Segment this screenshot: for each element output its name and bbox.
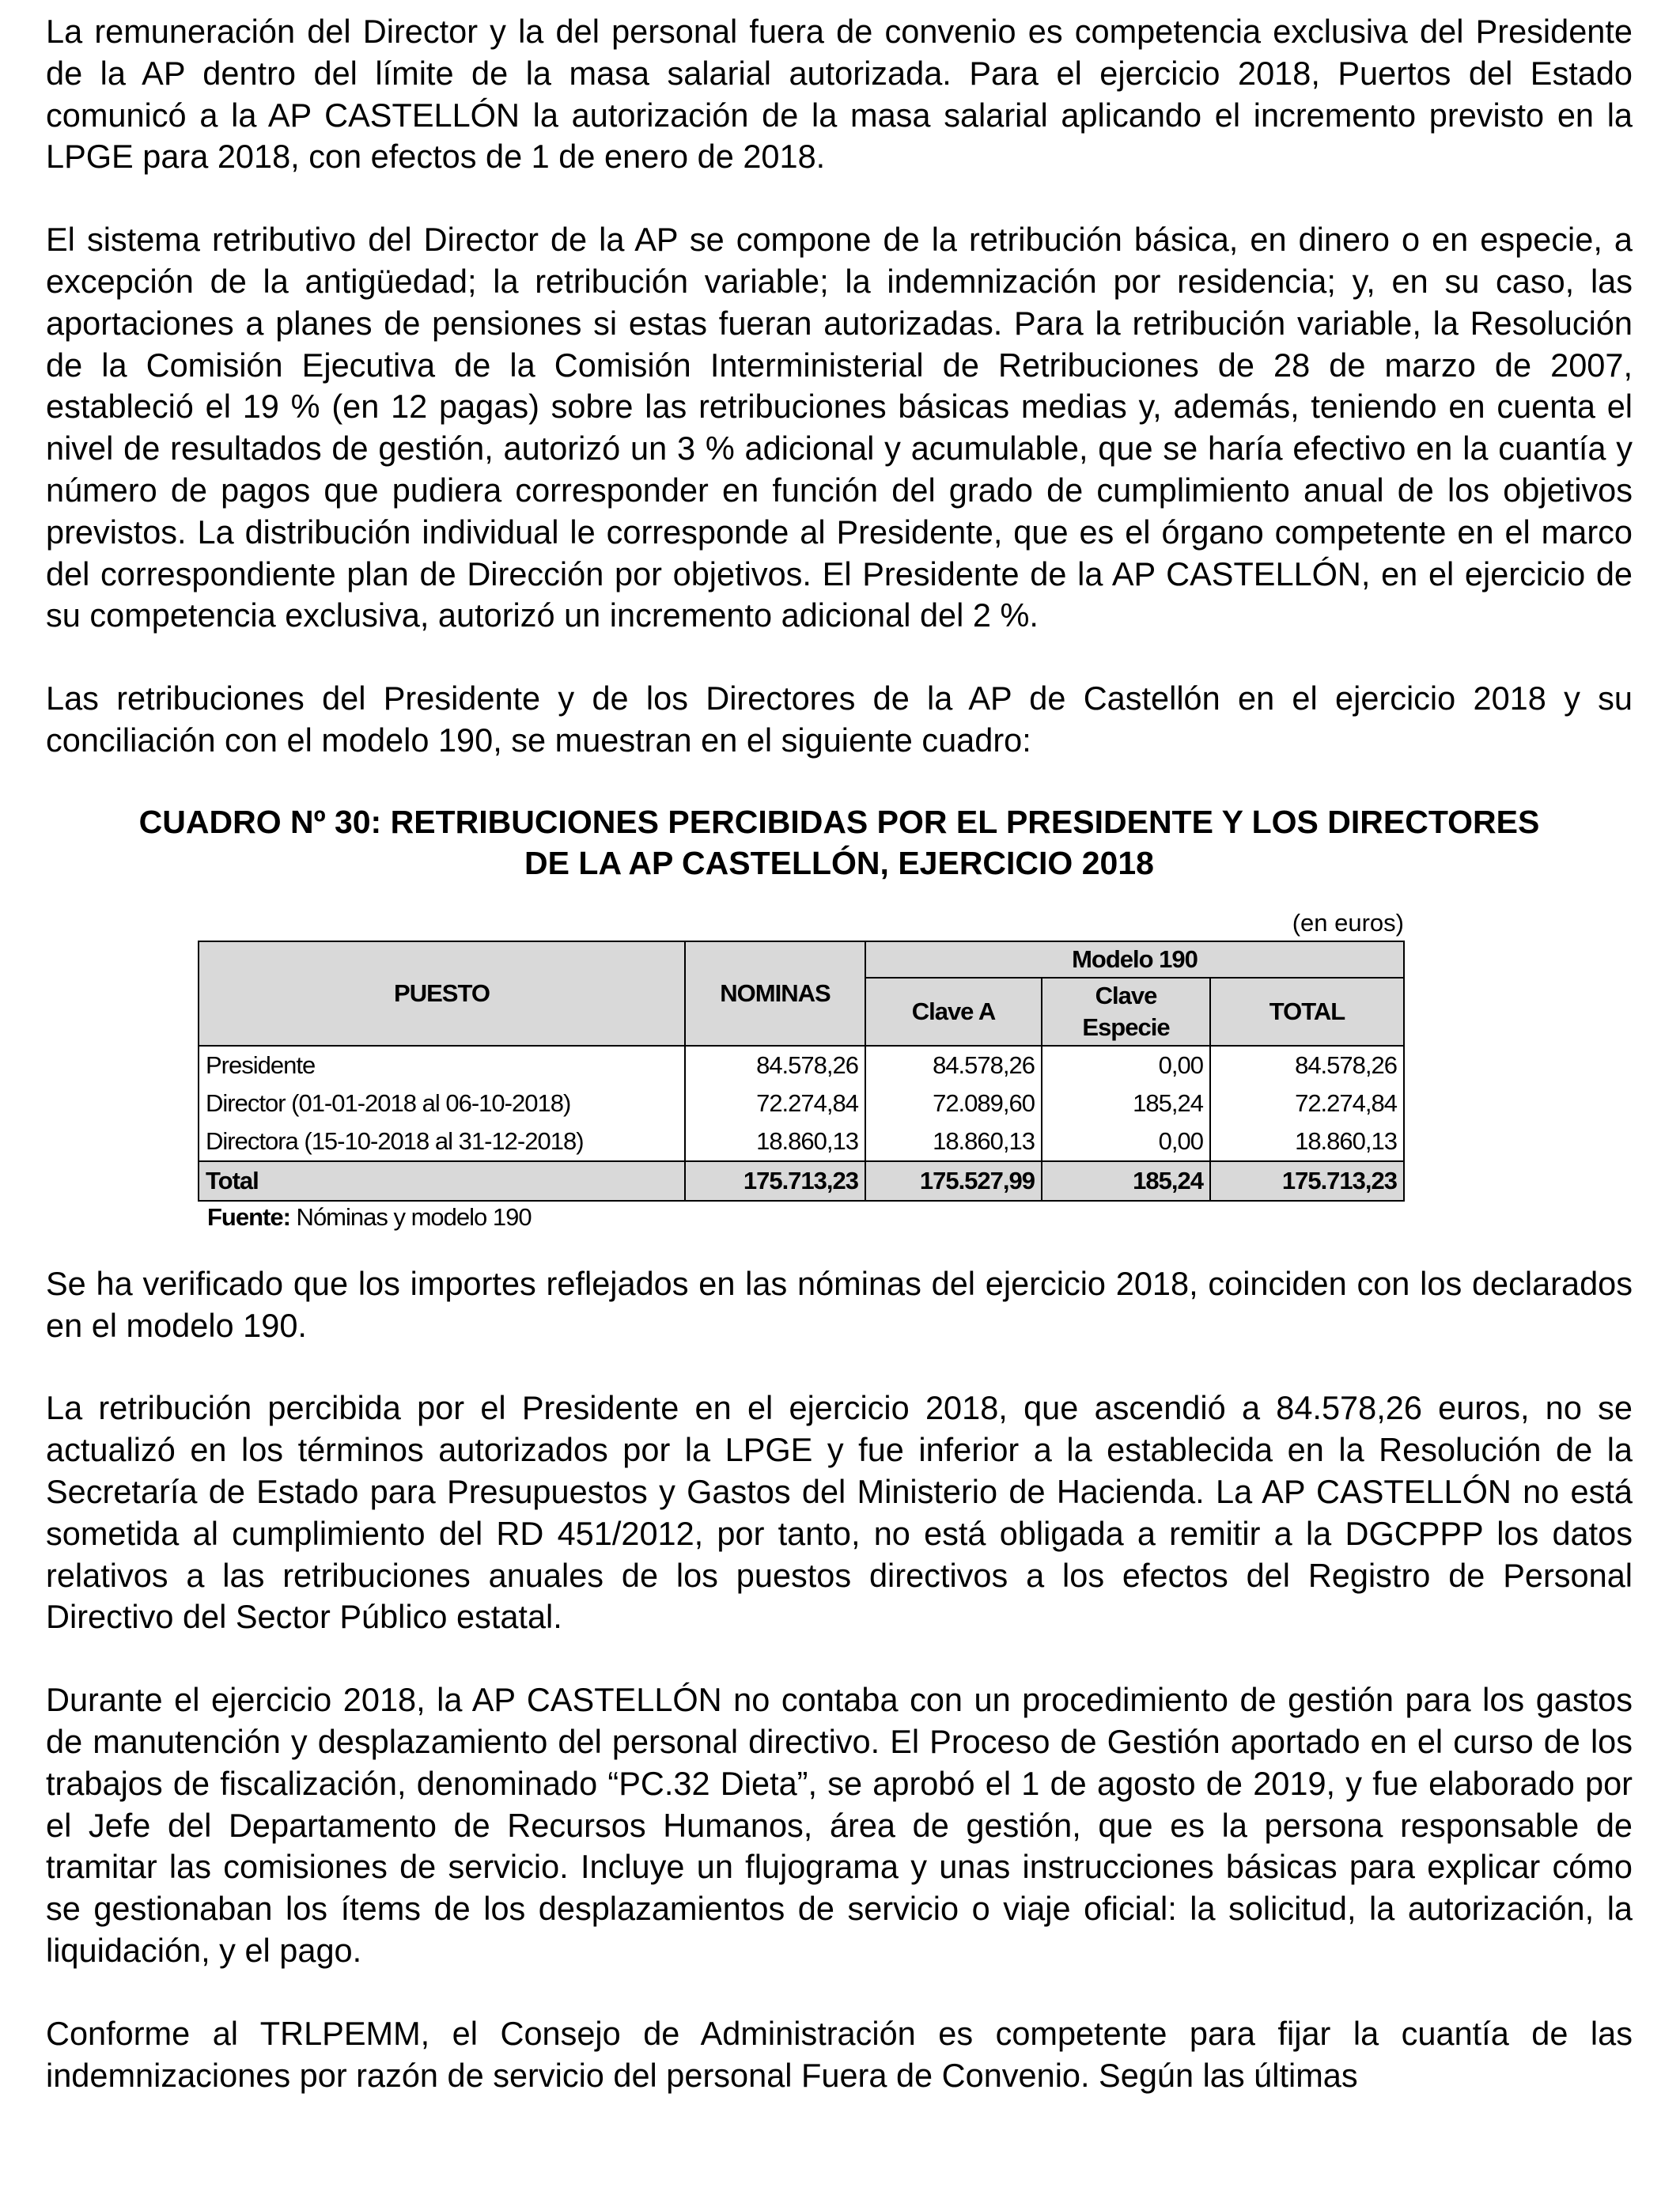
source-text: Nóminas y modelo 190	[289, 1202, 532, 1231]
header-clave-especie-line1: Clave	[1095, 981, 1157, 1009]
header-total: TOTAL	[1210, 978, 1404, 1046]
cell-puesto: Directora (15-10-2018 al 31-12-2018)	[199, 1122, 685, 1161]
cell-clave-a: 84.578,26	[865, 1046, 1042, 1085]
cell-total: 84.578,26	[1210, 1046, 1404, 1085]
source-label: Fuente:	[207, 1202, 290, 1231]
header-clave-a: Clave A	[865, 978, 1042, 1046]
cell-total-clave-a: 175.527,99	[865, 1161, 1042, 1201]
table-row	[199, 1122, 1404, 1161]
header-clave-especie-line2: Especie	[1082, 1013, 1170, 1041]
paragraph-sistema-retributivo: El sistema retributivo del Director de la AP se compone de la retribución básica, en dinero o en especie, a excepción de la antigüedad; la retribución variable; la indemnización por residencia; y, en su caso, las aportaciones a planes de pensiones si estas fueran autorizadas. Para la retribución variable, la Resolución de la Comisión Ejecutiva de la Comisión Interministerial de Retribuciones de 28 de marzo de 2007, estableció el 19 % (en 12 pagas) sobre las retribuciones básicas medias y, además, teniendo en cuenta el nivel de resultados de gestión, autorizó un 3 % adicional y acumulable, que se haría efectivo en la cuantía y número de pagos que pudiera corresponder en función del grado de cumplimiento anual de los objetivos previstos. La distribución individual le corresponde al Presidente, que es el órgano competente en el marco del correspondiente plan de Dirección por objetivos. El Presidente de la AP CASTELLÓN, en el ejercicio de su competencia exclusiva, autorizó un incremento adicional del 2 %.	[46, 221, 1633, 634]
cell-clave-especie: 185,24	[1042, 1085, 1210, 1122]
cell-clave-especie: 0,00	[1042, 1046, 1210, 1085]
table-title	[46, 801, 1633, 884]
cell-total-label: Total	[199, 1161, 685, 1201]
table-title-line1: CUADRO Nº 30: RETRIBUCIONES PERCIBIDAS POR EL PRESIDENTE Y LOS DIRECTORES	[138, 803, 1540, 840]
cell-clave-a: 18.860,13	[865, 1122, 1042, 1161]
paragraph-verificacion: Se ha verificado que los importes reflejados en las nóminas del ejercicio 2018, coinciden con los declarados en el modelo 190.	[46, 1264, 1633, 1344]
cell-nominas: 72.274,84	[685, 1085, 865, 1122]
paragraph-retribucion-presidente: La retribución percibida por el Presidente en el ejercicio 2018, que ascendió a 84.578,26 euros, no se actualizó en los términos autorizados por la LPGE y fue inferior a la establecida en la Resolución de la Secretaría de Estado para Presupuestos y Gastos del Ministerio de Hacienda. La AP CASTELLÓN no está sometida al cumplimiento del RD 451/2012, por tanto, no está obligada a remitir a la DGCPPP los datos relativos a las retribuciones anuales de los puestos directivos a los efectos del Registro de Personal Directivo del Sector Público estatal.	[46, 1389, 1633, 1636]
cell-total: 18.860,13	[1210, 1122, 1404, 1161]
paragraph-retribuciones-intro: Las retribuciones del Presidente y de los Directores de la AP de Castellón en el ejercicio 2018 y su conciliación con el modelo 190, se muestran en el siguiente cuadro:	[46, 679, 1633, 759]
paragraph-remuneracion: La remuneración del Director y la del personal fuera de convenio es competencia exclusiva del Presidente de la AP dentro del límite de la masa salarial autorizada. Para el ejercicio 2018, Puertos del Estado comunicó a la AP CASTELLÓN la autorización de la masa salarial aplicando el incremento previsto en la LPGE para 2018, con efectos de 1 de enero de 2018.	[46, 13, 1633, 176]
cell-nominas: 84.578,26	[685, 1046, 865, 1085]
cell-puesto: Director (01-01-2018 al 06-10-2018)	[199, 1085, 685, 1122]
header-nominas: NOMINAS	[685, 941, 865, 1046]
header-clave-especie	[1042, 978, 1210, 1046]
bottom-paragraphs	[46, 1263, 1633, 2097]
table-row	[199, 1046, 1404, 1085]
cell-puesto: Presidente	[199, 1046, 685, 1085]
table-total-row	[199, 1161, 1404, 1201]
paragraph-gastos-manutencion: Durante el ejercicio 2018, la AP CASTELLÓN no contaba con un procedimiento de gestión para los gastos de manutención y desplazamiento del personal directivo. El Proceso de Gestión aportado en el curso de los trabajos de fiscalización, denominado “PC.32 Dieta”, se aprobó el 1 de agosto de 2019, y fue elaborado por el Jefe del Departamento de Recursos Humanos, área de gestión, que es la persona responsable de tramitar las comisiones de servicio. Incluye un flujograma y unas instrucciones básicas para explicar cómo se gestionaban los ítems de los desplazamientos de servicio o viaje oficial: la solicitud, la autorización, la liquidación, y el pago.	[46, 1681, 1633, 1969]
cell-nominas: 18.860,13	[685, 1122, 865, 1161]
document-page	[46, 11, 1633, 2096]
header-modelo-190: Modelo 190	[865, 941, 1404, 978]
table-area	[46, 909, 1633, 1233]
table-row	[199, 1085, 1404, 1122]
table-source	[207, 1202, 1633, 1233]
cell-clave-a: 72.089,60	[865, 1085, 1042, 1122]
cell-clave-especie: 0,00	[1042, 1122, 1210, 1161]
cell-total-nominas: 175.713,23	[685, 1161, 865, 1201]
cell-total: 72.274,84	[1210, 1085, 1404, 1122]
header-puesto: PUESTO	[199, 941, 685, 1046]
retribuciones-table	[198, 941, 1405, 1202]
units-label: (en euros)	[1292, 908, 1404, 937]
cell-total-total: 175.713,23	[1210, 1161, 1404, 1201]
paragraph-trlpemm: Conforme al TRLPEMM, el Consejo de Administración es competente para fijar la cuantía de las indemnizaciones por razón de servicio del personal Fuera de Convenio. Según las últimas	[46, 2014, 1633, 2094]
table-title-line2: DE LA AP CASTELLÓN, EJERCICIO 2018	[524, 844, 1154, 881]
cell-total-clave-especie: 185,24	[1042, 1161, 1210, 1201]
